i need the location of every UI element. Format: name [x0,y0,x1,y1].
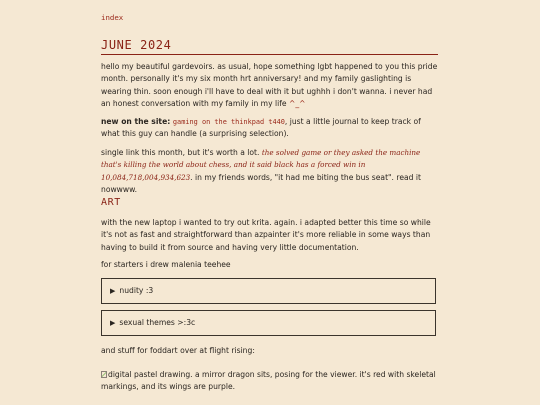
single-link-rest: . in my friends words, "it had me biting the bus seat". read it nowwww. [101,172,421,194]
disclosure-triangle-icon: ▶ [110,286,116,295]
art-paragraph: with the new laptop i wanted to try out krita. again. i adapted better this time so while it's not as fast and straightforward than azpainter it's more reliable in some ways than having to build it from source and having very little documentation. [101,218,431,252]
sexual-themes-details[interactable] [101,310,436,336]
foddart-paragraph: and stuff for foddart over at flight rising: [101,346,255,355]
emote: ^_^ [288,98,306,108]
new-on-site-label: new on the site [101,117,168,126]
new-on-site-text: , just a little journal to keep track of what this guy can handle (a surprising selection). [101,117,421,139]
single-link-paragraph [101,147,441,196]
art-heading: ART [101,197,121,208]
new-on-site-paragraph [101,116,441,141]
details-summary: sexual themes >:3c [119,317,196,327]
page-title: JUNE 2024 [101,38,438,55]
new-on-site-colon: : [167,117,173,126]
dragon-image [101,369,441,394]
intro-text: hello my beautiful gardevoirs. as usual, hope something lgbt happened to you this pride month. personally it's my six month hrt anniversary! and my family gaslighting is wearing thin. soon enough i'll have to deal with it but ughhh i don't wanna. i never had an honest conversation with my family in my life [101,62,438,108]
single-link-text: single link this month, but it's worth a lot. [101,148,262,157]
details-summary: nudity :3 [119,285,154,295]
broken-image-icon [101,371,107,378]
solved-game-link[interactable]: the solved game or they asked the machine that's killing the world about chess, and it said black has a forced win in 10,084,718,004,934,623 [101,148,421,182]
index-link[interactable]: index [101,13,124,22]
nudity-details[interactable] [101,278,436,304]
image-alt-text: digital pastel drawing. a mirror dragon sits, posing for the viewer. it's red with skeletal markings, and its wings are purple. [101,370,436,392]
disclosure-triangle-icon: ▶ [110,318,116,327]
thinkpad-journal-link[interactable]: gaming on the thinkpad t440 [172,118,285,126]
intro-paragraph [101,61,441,110]
malenia-paragraph: for starters i drew malenia teehee [101,260,231,269]
